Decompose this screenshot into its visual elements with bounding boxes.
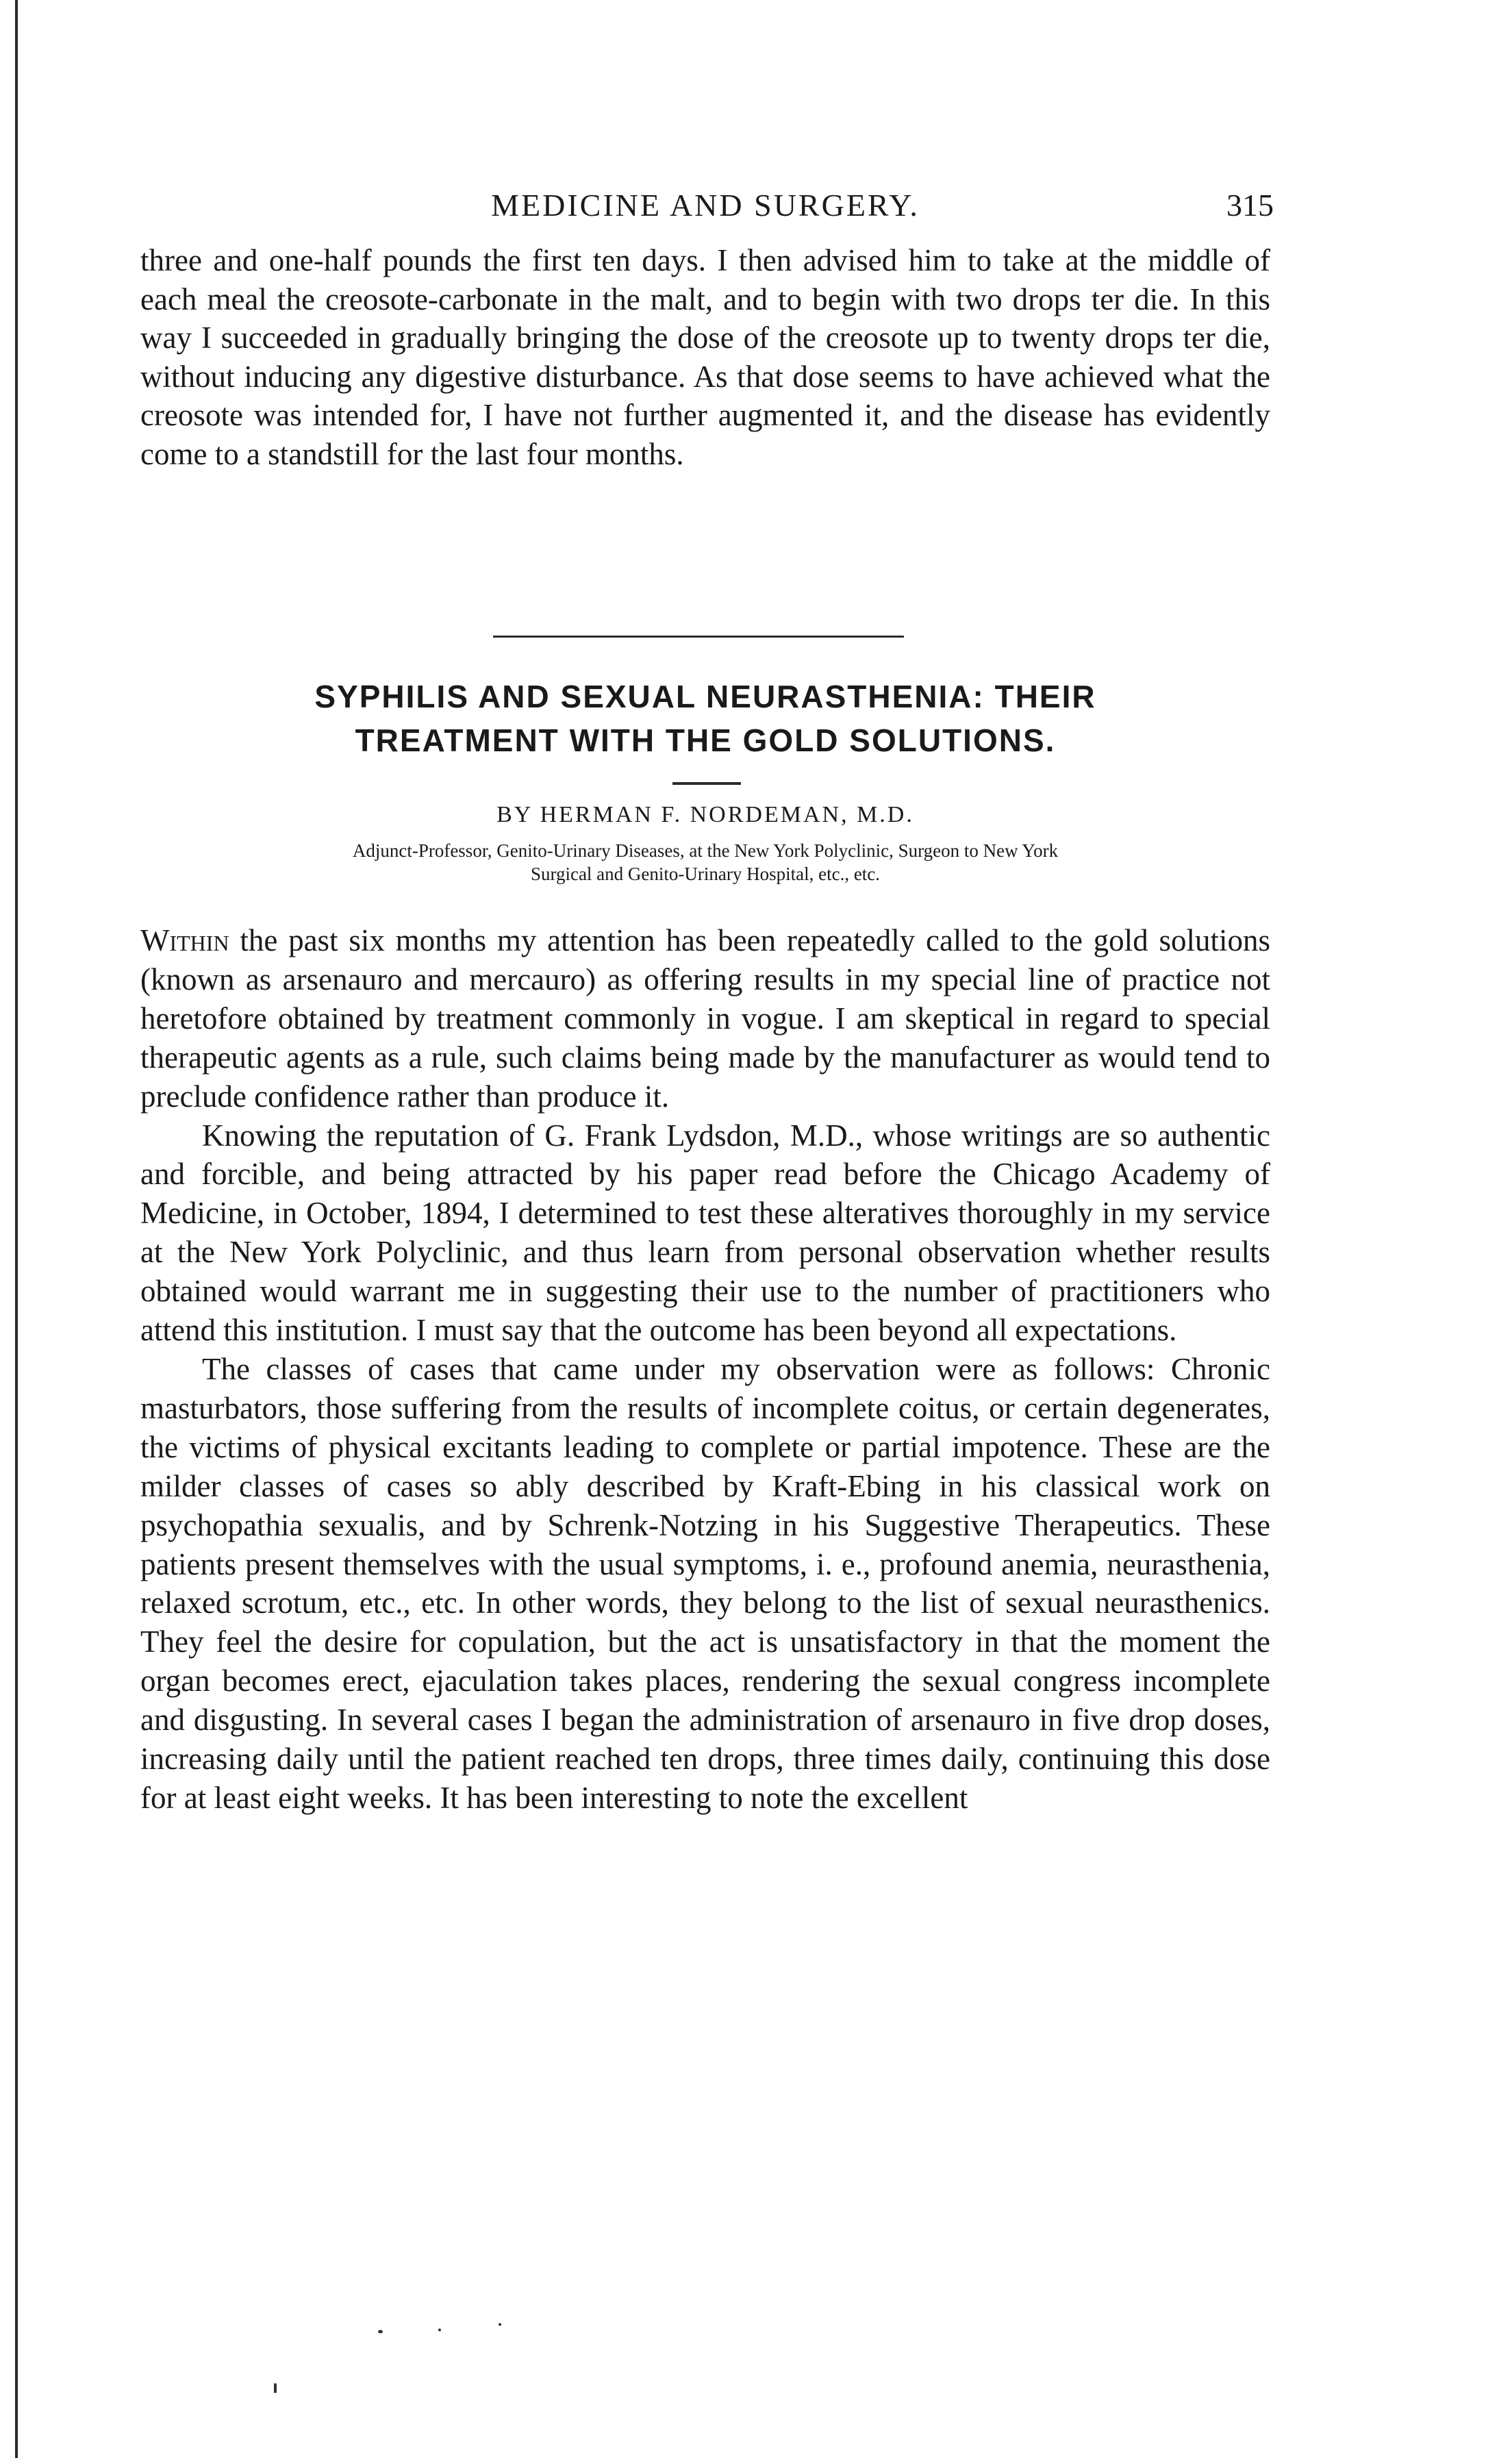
scan-speck (274, 2383, 277, 2393)
affiliation-line-1: Adjunct-Professor, Genito-Urinary Diseases, at the New York Polyclinic, Surgeon to New York (352, 840, 1059, 861)
paragraph-1-text: the past six months my attention has been repeatedly called to the gold solutions (known as arsenauro and mercauro) as offering results in my special line of practice not heretofore obtained by treatment commonly in vogue. I am skeptical in regard to special therapeutic agents as a rule, such claims being made by the manufacturer as would tend to preclude confidence rather than produce it. (140, 923, 1270, 1114)
scan-speck (438, 2329, 441, 2331)
article-title (140, 675, 1270, 762)
running-title: MEDICINE AND SURGERY. (491, 188, 920, 223)
article-body (140, 921, 1270, 1818)
paragraph-2: Knowing the reputation of G. Frank Lydsdon, M.D., whose writings are so authentic and forcible, and being attracted by his paper read before the Chicago Academy of Medicine, in October, 1894, I determined to test these alteratives thoroughly in my service at the New York Polyclinic, and thus learn from personal observation whether results obtained would warrant me in suggesting their use to the number of practitioners who attend this institution. I must say that the outcome has been beyond all expectations. (140, 1118, 1270, 1348)
author-byline: BY HERMAN F. NORDEMAN, M.D. (496, 802, 914, 827)
affiliation-line-2: Surgical and Genito-Urinary Hospital, etc., etc. (530, 864, 881, 884)
running-head (137, 185, 1274, 226)
opening-word: Within (140, 923, 229, 957)
title-divider (672, 782, 741, 785)
scan-speck (378, 2330, 383, 2333)
paragraph-3: The classes of cases that came under my observation were as follows: Chronic masturbators, those suffering from the results of incomplete coitus, or certain degenerates, the victims of physical excitants leading to complete or partial impotence. These are the milder classes of cases so ably described by Kraft-Ebing in his classical work on psychopathia sexualis, and by Schrenk-Notzing in his Suggestive Therapeutics. These patients present themselves with the usual symptoms, i. e., profound anemia, neurasthenia, relaxed scrotum, etc., etc. In other words, they belong to the list of sexual neurasthenics. They feel the desire for copulation, but the act is unsatisfactory in that the moment the organ becomes erect, ejaculation takes places, rendering the sexual congress incomplete and disgusting. In several cases I began the administration of arsenauro in five drop doses, increasing daily until the patient reached ten drops, three times daily, continuing this dose for at least eight weeks. It has been interesting to note the excellent (140, 1351, 1270, 1815)
page-number: 315 (1226, 188, 1274, 223)
article-title-line-2: TREATMENT WITH THE GOLD SOLUTIONS. (355, 723, 1056, 758)
paragraph-1 (140, 921, 1270, 1116)
author-affiliation (140, 839, 1270, 886)
section-divider (493, 636, 904, 638)
continuation-paragraph: three and one-half pounds the first ten days. I then advised him to take at the middle of each meal the creosote-carbonate in the malt, and to begin with two drops ter die. In this way I succeeded in gradually bringing the dose of the creosote up to twenty drops ter die, without inducing any digestive disturbance. As that dose seems to have achieved what the creosote was intended for, I have not further augmented it, and the disease has evidently come to a standstill for the last four months. (140, 243, 1270, 471)
article-title-line-1: SYPHILIS AND SEXUAL NEURASTHENIA: THEIR (314, 679, 1096, 714)
scan-speck (499, 2323, 501, 2326)
scan-edge-line (15, 0, 18, 2458)
